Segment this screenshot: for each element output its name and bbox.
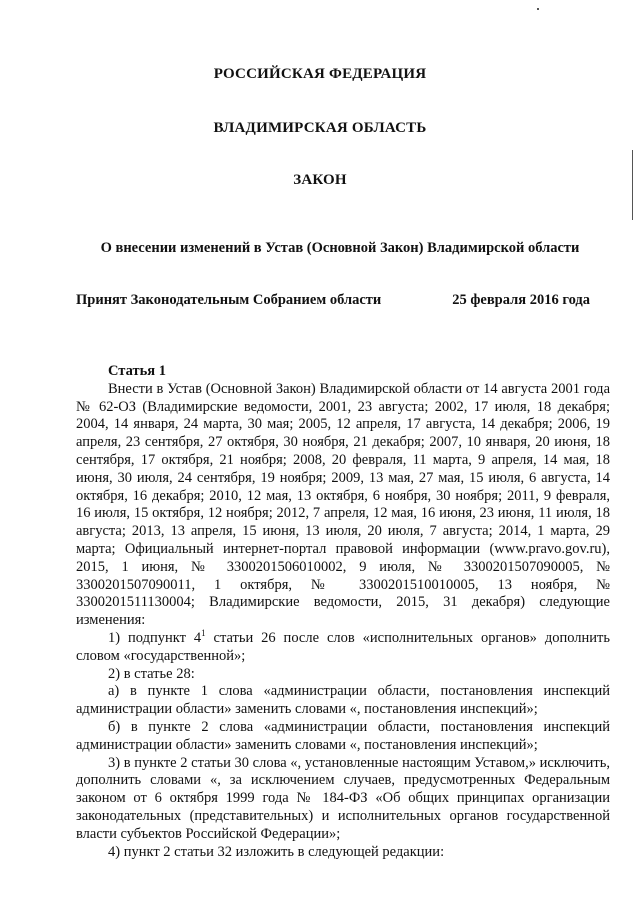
item-1-sup: 1 xyxy=(201,628,206,639)
doc-type-heading: ЗАКОН xyxy=(293,172,347,188)
scan-edge-mark xyxy=(632,150,633,220)
region-heading: ВЛАДИМИРСКАЯ ОБЛАСТЬ xyxy=(213,120,427,136)
item-1-rest: статьи 26 после слов «исполнительных органов» дополнить словом «государственной»; xyxy=(76,629,610,664)
country-heading: РОССИЙСКАЯ ФЕДЕРАЦИЯ xyxy=(213,66,427,82)
adoption-date: 25 февраля 2016 года xyxy=(452,292,590,308)
item-3: 3) в пункте 2 статьи 30 слова «, установленные настоящим Уставом,» исключить, дополнить словами «, за исключением случаев, предусмотренных Федеральным законом от 6 октября 1999 года № 184-ФЗ «Об общих принципах организации законодательных (представительных) и исполнительных органов государственной власти субъектов Российской Федерации»; xyxy=(76,754,610,842)
adoption-label: Принят Законодательным Собранием области xyxy=(76,292,382,308)
scan-dot xyxy=(537,8,539,10)
item-2: 2) в статье 28: xyxy=(108,665,195,682)
article-body xyxy=(76,363,610,861)
article-heading: Статья 1 xyxy=(108,363,166,379)
law-title: О внесении изменений в Устав (Основной Закон) Владимирской области xyxy=(100,240,580,256)
article-intro: Внести в Устав (Основной Закон) Владимирской области от 14 августа 2001 года № 62-ОЗ (Владимирские ведомости, 2001, 23 августа; 2002, 17 июля, 18 декабря; 2004, 14 января, 24 марта, 30 мая; 2005, 12 апреля, 17 августа, 14 декабря; 2006, 19 апреля, 23 сентября, 27 октября, 30 ноября, 21 декабря; 2007, 10 января, 20 июня, 18 сентября, 17 октября, 21 ноября; 2008, 20 февраля, 11 марта, 9 апреля, 14 мая, 18 июня, 30 июля, 24 сентября, 19 ноября; 2009, 13 мая, 27 мая, 15 июля, 6 августа, 14 октября, 16 декабря; 2010, 12 мая, 13 октября, 6 ноября, 30 ноября; 2011, 9 февраля, 16 июля, 15 октября, 12 ноября; 2012, 7 апреля, 12 мая, 16 июня, 23 июня, 11 июля, 18 августа; 2013, 13 апреля, 15 июня, 13 июля, 20 июля, 7 августа; 2014, 1 марта, 29 марта; Официальный интернет-портал правовой информации (www.pravo.gov.ru), 2015, 1 июня, № 3300201506010002, 9 июля, № 3300201507090005, № 3300201507090011, 1 октября, № 3300201510010005, 13 ноября, № 3300201511130004; Владимирские ведомости, 2015, 31 декабря) следующие изменения: xyxy=(76,380,610,629)
item-2a: а) в пункте 1 слова «администрации области, постановления инспекций администрации области» заменить словами «, постановления инспекций»; xyxy=(76,683,610,718)
item-1 xyxy=(76,630,610,666)
adoption-line xyxy=(76,292,590,309)
item-1-prefix: 1) подпункт 4 xyxy=(108,629,202,646)
item-4: 4) пункт 2 статьи 32 изложить в следующей редакции: xyxy=(108,843,445,860)
item-2b: б) в пункте 2 слова «администрации области, постановления инспекций администрации области» заменить словами «, постановления инспекций»; xyxy=(76,718,610,753)
